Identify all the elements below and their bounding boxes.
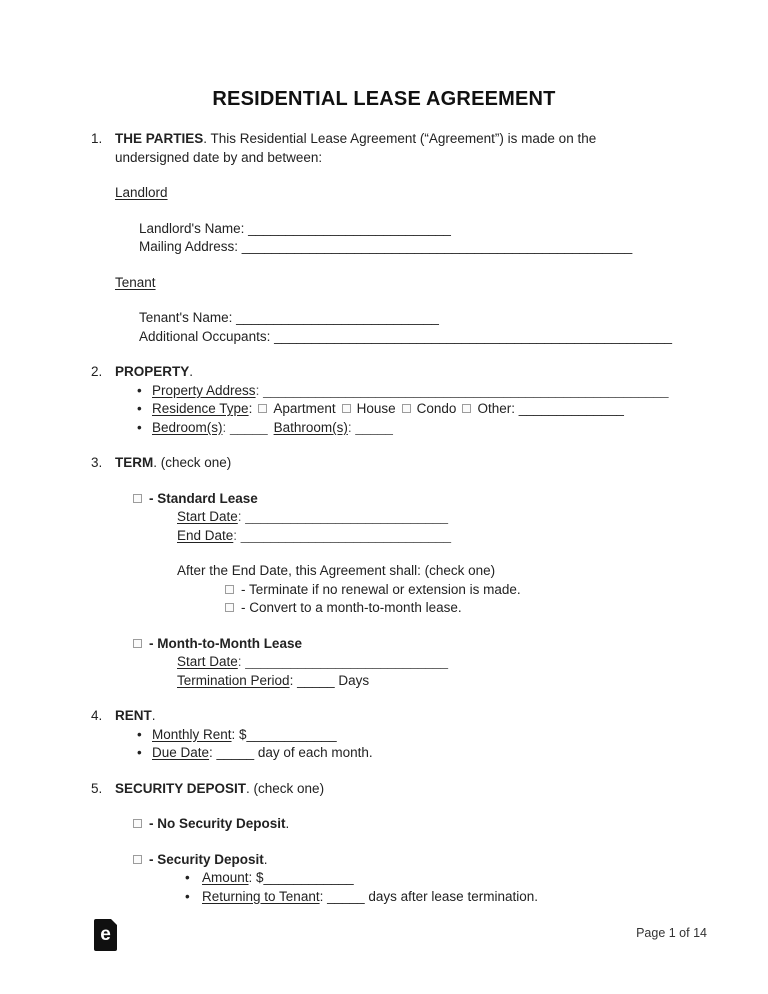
option-convert-month-to-month xyxy=(91,599,677,618)
month-to-month-label: - Month-to-Month Lease xyxy=(149,635,302,651)
page-footer xyxy=(0,914,768,994)
monthly-rent-blank[interactable]: : $____________ xyxy=(231,726,337,742)
option-apartment-label: Apartment xyxy=(273,401,336,416)
field-monthly-rent xyxy=(91,726,677,745)
termination-period-label: Termination Period xyxy=(177,672,290,688)
checkbox-no-security-deposit[interactable] xyxy=(133,819,142,828)
option-condo-label: Condo xyxy=(416,401,457,416)
field-standard-end-date xyxy=(91,527,677,546)
field-landlord-name xyxy=(91,220,677,239)
field-mailing-address xyxy=(91,238,677,257)
monthly-rent-label: Monthly Rent xyxy=(152,726,232,742)
checkbox-apartment[interactable] xyxy=(258,404,267,413)
property-address-label: Property Address xyxy=(152,382,256,398)
due-date-blank[interactable]: : _____ day of each month. xyxy=(209,745,373,760)
section-number: 4. xyxy=(91,708,103,723)
option-standard-lease xyxy=(91,490,677,509)
start-date-label: Start Date xyxy=(177,509,238,524)
field-termination-period xyxy=(91,672,677,691)
checkbox-house[interactable] xyxy=(342,404,351,413)
mailing-address-blank[interactable]: Mailing Address: ____________________________________________________ xyxy=(139,239,633,254)
tenant-name-blank[interactable]: Tenant's Name: ___________________________ xyxy=(139,310,439,325)
section-term-heading: 3. TERM. (check one) xyxy=(91,454,677,473)
bathrooms-label: Bathroom(s) xyxy=(273,419,348,435)
checkbox-standard-lease[interactable] xyxy=(133,494,142,503)
landlord-subheading: Landlord xyxy=(115,185,168,200)
tenant-subheading: Tenant xyxy=(115,274,156,290)
section-number: 5. xyxy=(91,780,103,796)
start-date-blank[interactable]: : ___________________________ xyxy=(237,509,449,524)
residence-type-label: Residence Type xyxy=(152,401,249,416)
option-month-to-month-lease xyxy=(91,635,677,654)
section-rent-heading: 4. RENT. xyxy=(91,707,677,726)
section-number: 1. xyxy=(91,131,103,146)
section-title: PROPERTY xyxy=(115,364,190,379)
section-property-heading: 2. PROPERTY. xyxy=(91,363,677,382)
field-property-address xyxy=(91,382,677,401)
option-security-deposit: - Security Deposit. xyxy=(91,851,677,870)
after-end-date-note: After the End Date, this Agreement shall: (check one) xyxy=(177,563,496,578)
checkbox-security-deposit[interactable] xyxy=(133,855,142,864)
field-bedrooms-bathrooms xyxy=(91,419,677,438)
field-additional-occupants xyxy=(91,328,677,347)
termination-period-blank[interactable]: : _____ Days xyxy=(289,672,370,688)
convert-label: - Convert to a month-to-month lease. xyxy=(241,600,462,615)
landlord-name-blank[interactable]: Landlord's Name: ___________________________ xyxy=(139,220,451,236)
checkbox-other[interactable] xyxy=(462,404,471,413)
returning-to-tenant-label: Returning to Tenant xyxy=(202,888,320,904)
additional-occupants-blank[interactable]: Additional Occupants: _____________________________________________________ xyxy=(139,328,673,344)
section-number: 2. xyxy=(91,364,103,379)
property-address-blank[interactable]: : ______________________________________________________ xyxy=(255,382,669,398)
end-date-blank[interactable]: : ____________________________ xyxy=(233,527,452,543)
field-residence-type: • Residence Type: Apartment House Condo Other: ______________ xyxy=(91,400,677,419)
checkbox-convert[interactable] xyxy=(225,603,234,612)
field-m2m-start-date xyxy=(91,653,677,672)
section-title: TERM xyxy=(115,455,154,470)
option-other-blank[interactable]: Other: ______________ xyxy=(477,401,624,416)
bedrooms-label: Bedroom(s) xyxy=(152,419,223,435)
checkbox-condo[interactable] xyxy=(402,404,411,413)
security-deposit-label: - Security Deposit xyxy=(149,851,264,867)
no-security-deposit-label: - No Security Deposit xyxy=(149,816,286,831)
end-date-label: End Date xyxy=(177,527,234,543)
start-date-label: Start Date xyxy=(177,654,238,669)
section-title: SECURITY DEPOSIT xyxy=(115,780,247,796)
checkbox-terminate[interactable] xyxy=(225,585,234,594)
field-deposit-amount xyxy=(91,869,677,888)
bathrooms-blank[interactable]: : _____ xyxy=(347,419,393,435)
amount-blank[interactable]: : $____________ xyxy=(248,870,354,885)
checkbox-month-to-month[interactable] xyxy=(133,639,142,648)
document-title: RESIDENTIAL LEASE AGREEMENT xyxy=(212,88,556,110)
returning-to-tenant-blank[interactable]: : _____ days after lease termination. xyxy=(319,888,538,904)
section-intro-text: . This Residential Lease Agreement (“Agreement”) is made on the undersigned date by and between: xyxy=(115,131,597,165)
option-no-security-deposit: - No Security Deposit. xyxy=(91,815,677,834)
page-number: Page 1 of 14 xyxy=(636,926,707,940)
m2m-start-date-blank[interactable]: : ___________________________ xyxy=(237,654,449,669)
section-number: 3. xyxy=(91,455,103,470)
option-house-label: House xyxy=(356,401,396,416)
section-parties-heading xyxy=(91,130,656,167)
field-due-date xyxy=(91,744,677,763)
field-returning-to-tenant xyxy=(91,888,677,907)
terminate-label: - Terminate if no renewal or extension is made. xyxy=(241,581,521,597)
standard-lease-label: - Standard Lease xyxy=(149,490,258,506)
field-standard-start-date xyxy=(91,508,677,527)
eforms-logo-icon: e xyxy=(94,919,117,951)
field-tenant-name xyxy=(91,309,677,328)
section-deposit-heading: 5. SECURITY DEPOSIT. (check one) xyxy=(91,780,677,799)
section-title: THE PARTIES xyxy=(115,131,204,146)
amount-label: Amount xyxy=(202,870,249,885)
bedrooms-blank[interactable]: : _____ xyxy=(222,419,268,435)
section-title: RENT xyxy=(115,708,152,723)
option-terminate xyxy=(91,581,677,600)
due-date-label: Due Date xyxy=(152,745,210,760)
